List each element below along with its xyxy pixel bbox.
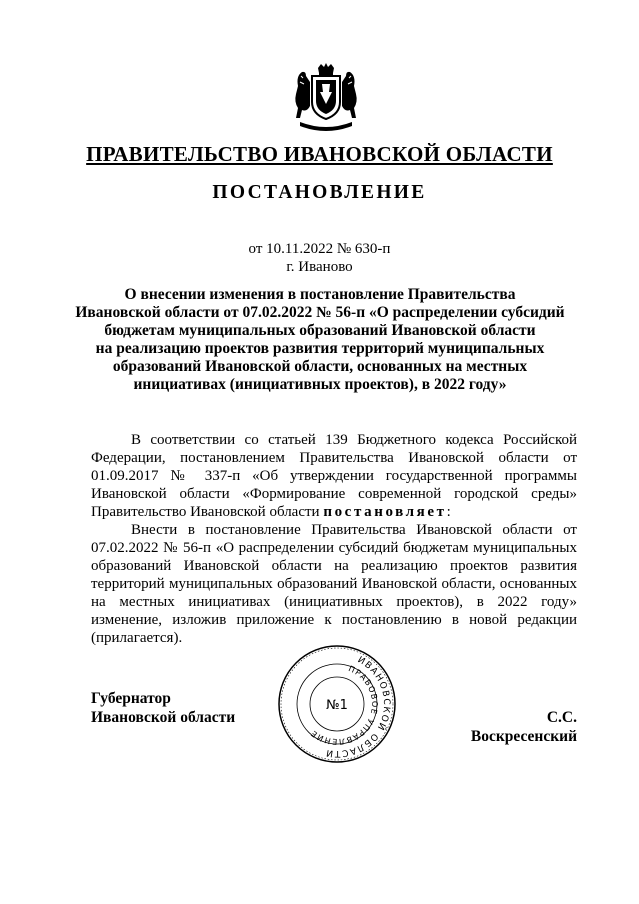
stamp-inner-text: ПРАВОВОЕ УПРАВЛЕНИЕ — [308, 664, 380, 747]
subject-line: на реализацию проектов развития территорий муниципальных — [95, 340, 545, 357]
signer-position — [91, 689, 235, 727]
signer-position-line: Ивановской области — [91, 709, 236, 726]
document-city: г. Иваново — [286, 259, 353, 275]
document-body — [91, 431, 577, 647]
signer-position-line: Губернатор — [91, 690, 171, 707]
resolution-keyword: постановляет — [323, 504, 447, 520]
stamp-number: №1 — [326, 698, 348, 713]
subject-line: образований Ивановской области, основанных на местных — [112, 358, 528, 375]
paragraph-1-text: В соответствии со статьей 139 Бюджетного кодекса Российской Федерации, постановлением Правительства Ивановской области от 01.09.2017 № 337-п «Об утверждении государственной программы Ивановской области «Формирование современной городской среды» Правительство Ивановской области — [91, 432, 577, 520]
body-paragraph-2: Внести в постановление Правительства Ивановской области от 07.02.2022 № 56-п «О распределении субсидий бюджетам муниципальных образований Ивановской области на реализацию проектов развития территорий муниципальных образований Ивановской области, основанных на местных инициативах (инициативных проектов), в 2022 году» изменение, изложив приложение к постановлению в новой редакции (прилагается). — [91, 522, 577, 646]
signer-name: С.С. Воскресенский — [470, 709, 577, 745]
subject-line: О внесении изменения в постановление Правительства — [124, 286, 516, 303]
subject-line: бюджетам муниципальных образований Ивановской области — [104, 322, 536, 339]
document-type: ПОСТАНОВЛЕНИЕ — [212, 182, 427, 203]
subject-line: инициативах (инициативных проектов), в 2022 году» — [133, 376, 507, 393]
government-title: ПРАВИТЕЛЬСТВО ИВАНОВСКОЙ ОБЛАСТИ — [86, 142, 553, 166]
paragraph-1-end: : — [446, 504, 451, 520]
document-subject — [70, 286, 570, 394]
coat-of-arms-icon — [292, 62, 360, 136]
official-stamp — [276, 643, 398, 765]
document-date-number: от 10.11.2022 № 630-п — [248, 241, 391, 257]
body-paragraph-1 — [91, 431, 577, 521]
subject-line: Ивановской области от 07.02.2022 № 56-п «О распределении субсидий — [75, 304, 565, 321]
stamp-ring-text: ИВАНОВСКОЙ ОБЛАСТИ — [324, 655, 392, 759]
date-block — [0, 240, 639, 276]
